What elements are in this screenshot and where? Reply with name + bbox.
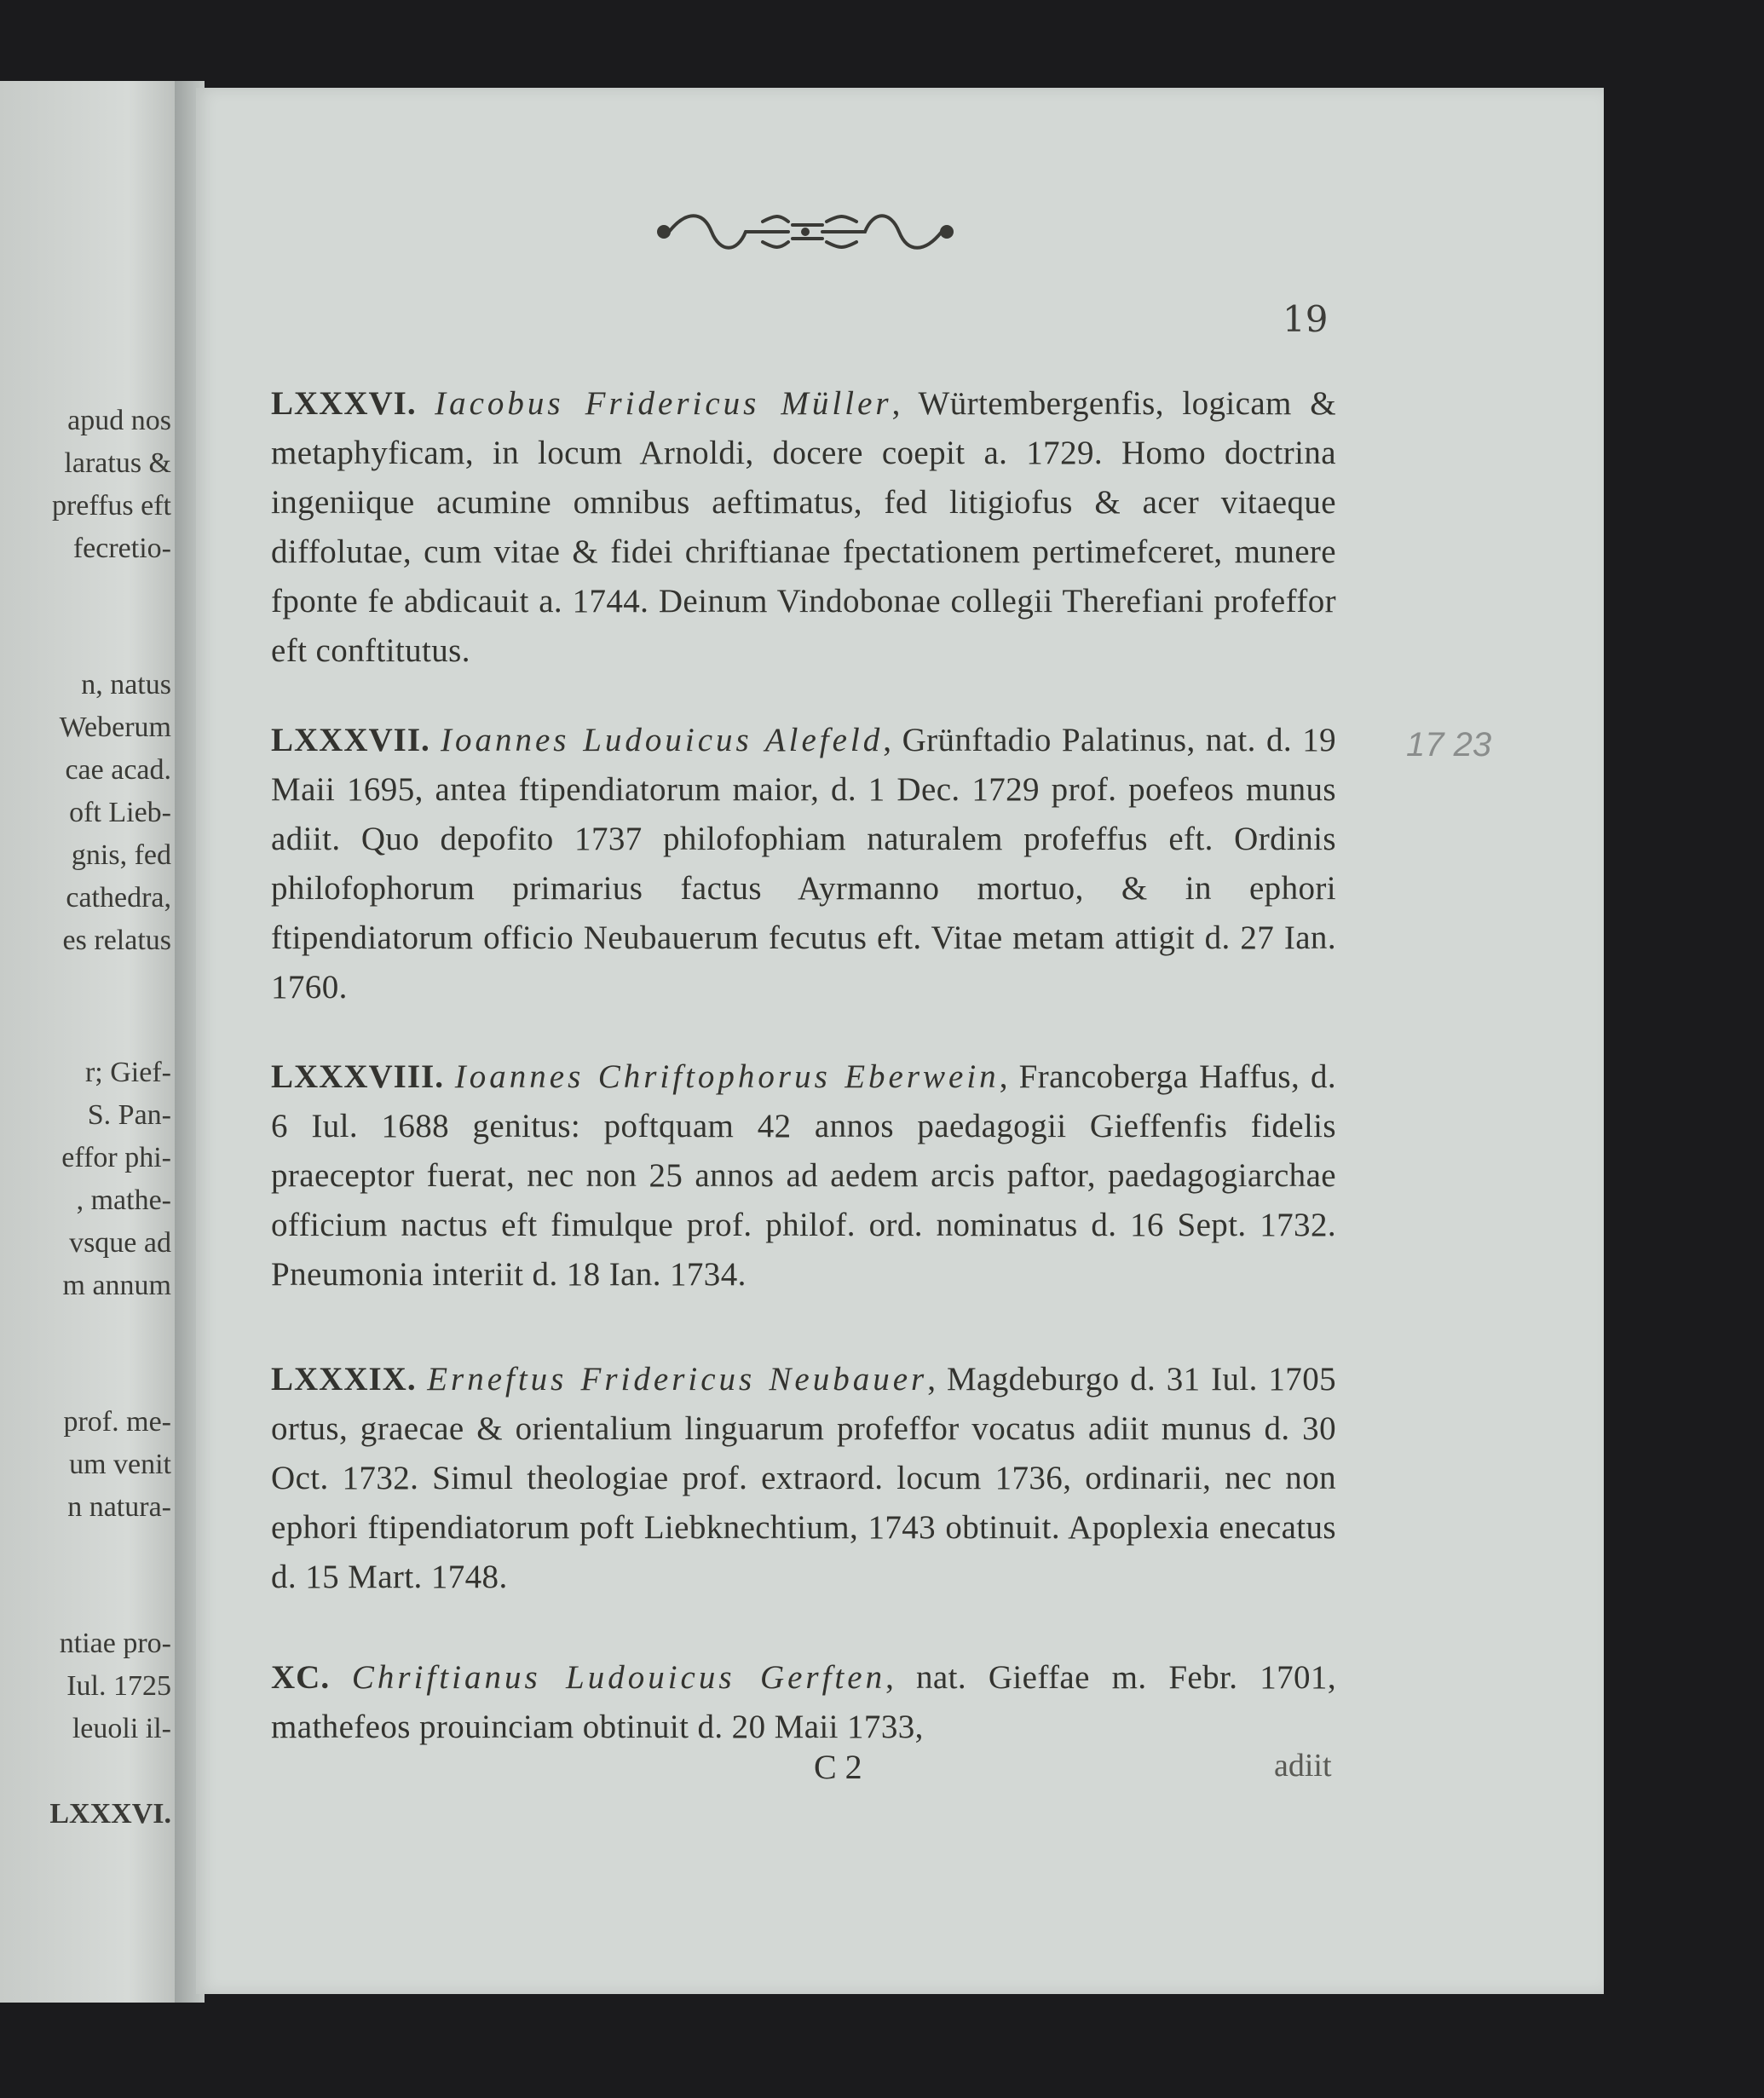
entry-name: Iacobus Fridericus Müller bbox=[435, 385, 892, 422]
entry-number: LXXXVII. bbox=[271, 722, 430, 758]
header-ornament-icon bbox=[652, 198, 959, 266]
entry-number: XC. bbox=[271, 1659, 331, 1696]
page-number: 19 bbox=[1283, 298, 1329, 340]
left-page-line: cae acad. bbox=[65, 754, 171, 786]
left-page-line: preffus eft bbox=[51, 490, 171, 522]
left-page-line: r; Gief- bbox=[84, 1057, 171, 1088]
entry-name: Ioannes Ludouicus Alefeld bbox=[440, 722, 884, 758]
left-page-line: S. Pan- bbox=[87, 1099, 171, 1131]
entry-number: LXXXVIII. bbox=[271, 1058, 444, 1095]
catchword: adiit bbox=[1274, 1748, 1332, 1784]
left-page-line: cathedra, bbox=[66, 882, 171, 914]
left-page-line: fecretio- bbox=[72, 533, 171, 564]
biography-entry bbox=[271, 1653, 1336, 1752]
entry-number: LXXXIX. bbox=[271, 1361, 417, 1398]
entry-name: Erneftus Fridericus Neubauer bbox=[427, 1361, 928, 1398]
left-page-line: gnis, fed bbox=[71, 839, 171, 871]
left-page-line: Iul. 1725 bbox=[66, 1670, 171, 1702]
left-page-line: n, natus bbox=[81, 669, 171, 700]
biography-entry bbox=[271, 1355, 1336, 1602]
left-page-line: m annum bbox=[62, 1270, 171, 1301]
left-page-line: um venit bbox=[69, 1449, 171, 1480]
entry-name: Ioannes Chriftophorus Eberwein bbox=[454, 1058, 1000, 1095]
entry-text: , Magdeburgo d. 31 Iul. 1705 ortus, graecae & orientalium linguarum profeffor vocatus adiit munus d. 30 Oct. 1732. Simul theologiae prof. extraord. locum 1736, ordinarii, nec non ephori ftipendiatorum poft Liebknechtium, 1743 obtinuit. Apoplexia enecatus d. 15 Mart. 1748. bbox=[271, 1361, 1336, 1595]
biography-entry bbox=[271, 716, 1336, 1012]
entry-name: Chriftianus Ludouicus Gerften bbox=[351, 1659, 886, 1696]
entry-text: , nat. Gieffae m. Febr. 1701, mathefeos prouinciam obtinuit d. 20 Maii 1733, bbox=[271, 1659, 1336, 1745]
left-page-line: prof. me- bbox=[63, 1406, 171, 1438]
entry-number: LXXXVI. bbox=[271, 385, 417, 422]
left-page-line: apud nos bbox=[67, 405, 171, 436]
left-page-line: es relatus bbox=[62, 925, 171, 956]
left-page-line: LXXXVI. bbox=[49, 1798, 171, 1830]
biography-entry bbox=[271, 1052, 1336, 1300]
left-page-line: effor phi- bbox=[61, 1142, 171, 1173]
entry-text: , Francoberga Haffus, d. 6 Iul. 1688 genitus: poftquam 42 annos paedagogii Gieffenfis fidelis praeceptor fuerat, nec non 25 annos ad aedem arcis paftor, paedagogiarchae officium nactus eft fimulque prof. philof. ord. nominatus d. 16 Sept. 1732. Pneumonia interiit d. 18 Ian. 1734. bbox=[271, 1058, 1336, 1293]
left-page-line: ntiae pro- bbox=[59, 1628, 171, 1659]
left-page-line: leuoli il- bbox=[72, 1713, 171, 1744]
left-page-line: , mathe- bbox=[76, 1184, 171, 1216]
biography-entry bbox=[271, 379, 1336, 676]
entry-text: , Würtembergenfis, logicam & metaphyficam, in locum Arnoldi, docere coepit a. 1729. Homo doctrina ingeniique acumine omnibus aeftimatus, fed litigiofus & acer vitaeque diffolutae, cum vitae & fidei chriftianae fpectationem pertimefceret, munere fponte fe abdicauit a. 1744. Deinum Vindobonae collegii Therefiani profeffor eft conftitutus. bbox=[271, 385, 1337, 669]
left-page-line: Weberum bbox=[59, 712, 171, 743]
left-page-fragment bbox=[0, 81, 183, 2003]
left-page-line: oft Lieb- bbox=[69, 797, 171, 828]
left-page-line: n natura- bbox=[67, 1491, 171, 1523]
handwritten-margin-note: 17 23 bbox=[1406, 726, 1492, 764]
left-page-line: laratus & bbox=[64, 447, 171, 479]
left-page-line: vsque ad bbox=[69, 1227, 171, 1259]
signature-mark: C 2 bbox=[814, 1748, 862, 1786]
entry-text: , Grünftadio Palatinus, nat. d. 19 Maii 1695, antea ftipendiatorum maior, d. 1 Dec. 1729 prof. poefeos munus adiit. Quo depofito 1737 philofophiam naturalem profeffus eft. Ordinis philofophorum primarius factus Ayrmanno mortuo, & in ephori ftipendiatorum officio Neubauerum fecutus eft. Vitae metam attigit d. 27 Ian. 1760. bbox=[271, 722, 1337, 1006]
